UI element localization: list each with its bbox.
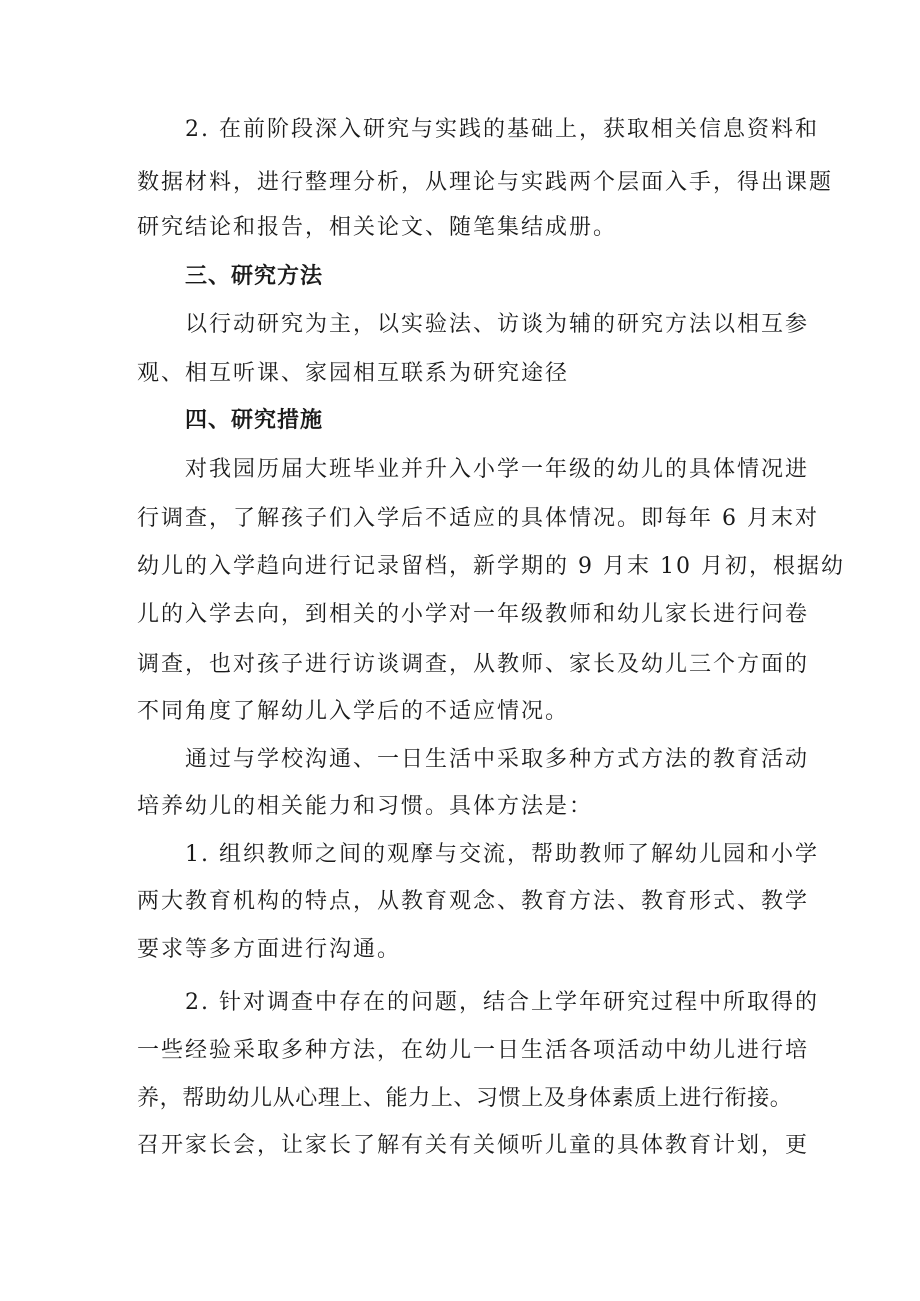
paragraph-line: 召开家长会，让家长了解有关有关倾听儿童的具体教育计划，更 bbox=[137, 1133, 810, 1158]
paragraph-line: 数据材料，进行整理分析，从理论与实践两个层面入手，得出课题 bbox=[137, 170, 834, 195]
paragraph-line: 2. 针对调查中存在的问题，结合上学年研究过程中所取得的 bbox=[185, 990, 819, 1015]
paragraph-line: 1. 组织教师之间的观摩与交流，帮助教师了解幼儿园和小学 bbox=[185, 842, 819, 867]
paragraph-line: 对我园历届大班毕业并升入小学一年级的幼儿的具体情况进 bbox=[185, 457, 810, 482]
section-heading-methods: 三、研究方法 bbox=[185, 264, 324, 289]
paragraph-line: 培养幼儿的相关能力和习惯。具体方法是： bbox=[137, 794, 594, 819]
paragraph-line: 以行动研究为主，以实验法、访谈为辅的研究方法以相互参 bbox=[185, 312, 810, 337]
paragraph-line: 要求等多方面进行沟通。 bbox=[137, 937, 402, 962]
paragraph-line: 调查，也对孩子进行访谈调查，从教师、家长及幼儿三个方面的 bbox=[137, 652, 810, 677]
paragraph-line: 不同角度了解幼儿入学后的不适应情况。 bbox=[137, 699, 570, 724]
paragraph-line: 通过与学校沟通、一日生活中采取多种方式方法的教育活动 bbox=[185, 747, 810, 772]
paragraph-line: 两大教育机构的特点，从教育观念、教育方法、教育形式、教学 bbox=[137, 889, 810, 914]
paragraph-line: 2. 在前阶段深入研究与实践的基础上，获取相关信息资料和 bbox=[185, 117, 819, 142]
section-heading-measures: 四、研究措施 bbox=[185, 408, 324, 433]
paragraph-line: 研究结论和报告，相关论文、随笔集结成册。 bbox=[137, 215, 618, 240]
paragraph-line: 幼儿的入学趋向进行记录留档，新学期的 9 月末 10 月初，根据幼 bbox=[137, 554, 845, 579]
paragraph-line: 行调查，了解孩子们入学后不适应的具体情况。即每年 6 月末对 bbox=[137, 506, 819, 531]
paragraph-line: 观、相互听课、家园相互联系为研究途径 bbox=[137, 361, 570, 386]
paragraph-line: 儿的入学去向，到相关的小学对一年级教师和幼儿家长进行问卷 bbox=[137, 602, 810, 627]
paragraph-line: 养，帮助幼儿从心理上、能力上、习惯上及身体素质上进行衔接。 bbox=[137, 1086, 793, 1111]
paragraph-line: 一些经验采取多种方法，在幼儿一日生活各项活动中幼儿进行培 bbox=[137, 1038, 810, 1063]
